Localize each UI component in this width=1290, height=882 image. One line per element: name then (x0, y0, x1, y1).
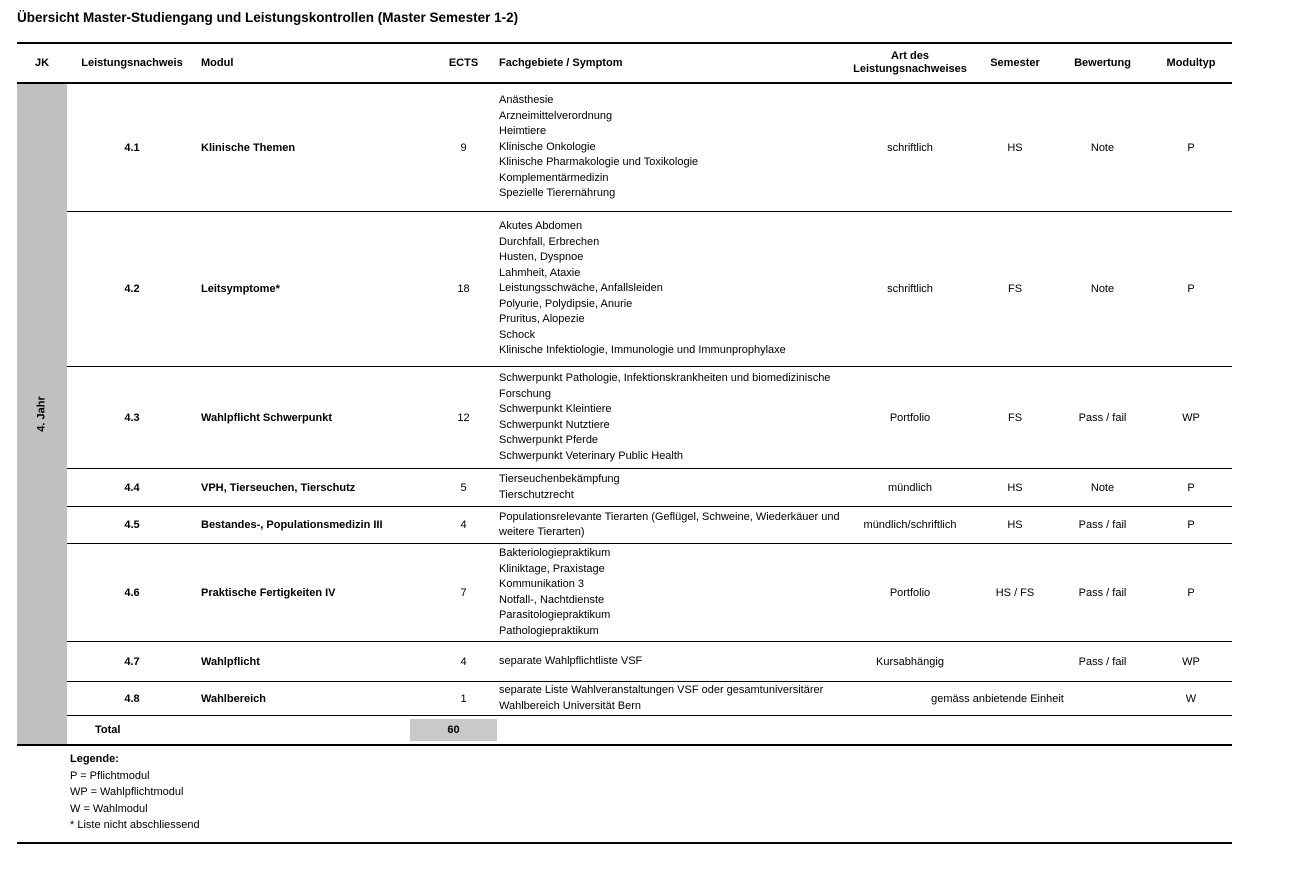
row-number: 4.1 (124, 141, 140, 154)
table-row (67, 681, 1232, 715)
semester-value (975, 642, 1055, 681)
fachgebiet-item: Husten, Dyspnoe (499, 251, 584, 264)
semester-value: HS (1007, 519, 1023, 531)
fachgebiet-item: Schwerpunkt Pathologie, Infektionskrankheiten und biomedizinische Forschung (499, 372, 831, 400)
bewertung-value: Pass / fail (1078, 411, 1127, 424)
fachgebiete-list (497, 544, 845, 641)
table-row (67, 641, 1232, 681)
module-name: VPH, Tierseuchen, Tierschutz (201, 481, 356, 494)
module-name: Leitsymptome* (201, 283, 280, 295)
fachgebiet-item: Pathologiepraktikum (499, 624, 599, 637)
col-header-fachgebiete: Fachgebiete / Symptom (499, 56, 623, 69)
bewertung-value: Pass / fail (1078, 586, 1127, 599)
ects-value: 12 (457, 411, 470, 424)
fachgebiet-item: separate Liste Wahlveranstaltungen VSF oder gesamtuniversitärer Wahlbereich Universität Bern (499, 684, 824, 712)
art-value: gemäss anbietende Einheit (931, 692, 1064, 705)
fachgebiet-item: Polyurie, Polydipsie, Anurie (499, 297, 633, 310)
row-number: 4.2 (124, 283, 140, 295)
row-number: 4.6 (124, 586, 140, 599)
total-row (67, 715, 1232, 744)
ects-value: 4 (460, 655, 467, 668)
bewertung-value: Pass / fail (1078, 655, 1127, 668)
module-name: Wahlbereich (201, 692, 266, 705)
fachgebiet-item: Bakteriologiepraktikum (499, 547, 611, 559)
art-value: mündlich (887, 481, 933, 494)
fachgebiet-item: Heimtiere (499, 125, 547, 138)
module-rows (67, 84, 1232, 715)
row-number: 4.8 (124, 692, 140, 705)
col-header-semester: Semester (990, 56, 1040, 69)
fachgebiet-item: Akutes Abdomen (499, 220, 583, 233)
fachgebiet-item: Klinische Pharmakologie und Toxikologie (499, 156, 699, 169)
fachgebiet-item: Parasitologiepraktikum (499, 609, 611, 621)
fachgebiete-list (497, 84, 845, 211)
col-header-leistungsnachweis: Leistungsnachweis (81, 56, 183, 69)
fachgebiet-item: Kommunikation 3 (499, 578, 584, 590)
art-value: mündlich/schriftlich (863, 519, 957, 531)
table-rows (67, 84, 1232, 744)
fachgebiet-item: Schwerpunkt Nutztiere (499, 418, 610, 431)
table-body (17, 84, 1232, 746)
bewertung-value: Pass / fail (1078, 519, 1127, 531)
year-label: 4. Jahr (36, 396, 48, 432)
table-row (67, 543, 1232, 641)
fachgebiet-item: Schock (499, 328, 536, 341)
module-name: Praktische Fertigkeiten IV (201, 586, 336, 599)
table-row (67, 366, 1232, 468)
semester-value: HS (1007, 141, 1023, 154)
bewertung-value: Note (1090, 141, 1115, 154)
row-number: 4.4 (124, 481, 140, 494)
legend-title: Legende: (70, 753, 119, 765)
fachgebiet-item: Populationsrelevante Tierarten (Geflügel, Schweine, Wiederkäuer und weitere Tierarten) (499, 510, 840, 538)
ects-value: 5 (460, 481, 467, 494)
legend-item: P = Pflichtmodul (70, 769, 150, 782)
fachgebiet-item: Spezielle Tierernährung (499, 187, 616, 200)
col-header-ects: ECTS (448, 56, 479, 69)
col-header-modultyp: Modultyp (1166, 56, 1216, 69)
modultyp-value: P (1187, 519, 1195, 531)
fachgebiete-list (497, 642, 845, 681)
table-row (67, 468, 1232, 506)
legend-item: * Liste nicht abschliessend (70, 819, 200, 831)
fachgebiet-item: separate Wahlpflichtliste VSF (499, 654, 643, 667)
fachgebiet-item: Durchfall, Erbrechen (499, 235, 600, 248)
modultyp-value: P (1187, 481, 1195, 494)
document-page (17, 10, 1232, 844)
art-value: Kursabhängig (876, 655, 944, 668)
ects-value: 7 (460, 586, 467, 599)
fachgebiet-item: Leistungsschwäche, Anfallsleiden (499, 282, 663, 295)
bewertung-value: Note (1090, 481, 1115, 494)
modultyp-value: P (1187, 283, 1195, 295)
fachgebiet-item: Tierschutzrecht (499, 488, 574, 501)
curriculum-table (17, 42, 1232, 746)
art-value: Portfolio (889, 586, 931, 599)
fachgebiet-item: Lahmheit, Ataxie (499, 266, 581, 279)
table-row (67, 211, 1232, 366)
row-number: 4.7 (124, 655, 140, 668)
modultyp-value: P (1187, 586, 1195, 599)
bewertung-value: Note (1090, 283, 1115, 295)
legend-item: W = Wahlmodul (70, 802, 148, 815)
modultyp-value: W (1185, 692, 1197, 705)
jk-year-band (17, 84, 67, 744)
ects-value: 9 (460, 141, 467, 154)
art-value: Portfolio (889, 411, 931, 424)
fachgebiete-list (497, 469, 845, 506)
row-number: 4.3 (124, 411, 140, 424)
fachgebiet-item: Schwerpunkt Pferde (499, 434, 599, 446)
fachgebiet-item: Schwerpunkt Veterinary Public Health (499, 449, 684, 462)
table-row (67, 506, 1232, 543)
fachgebiet-item: Schwerpunkt Kleintiere (499, 403, 612, 415)
total-ects-value: 60 (410, 719, 497, 741)
ects-value: 1 (460, 692, 467, 705)
col-header-modul: Modul (201, 56, 234, 69)
total-label: Total (95, 724, 121, 736)
legend (17, 746, 1232, 844)
fachgebiet-item: Pruritus, Alopezie (499, 313, 585, 326)
fachgebiete-list (497, 507, 845, 543)
legend-items (70, 768, 1232, 834)
col-header-bewertung: Bewertung (1074, 56, 1131, 69)
page-title: Übersicht Master-Studiengang und Leistungskontrollen (Master Semester 1-2) (17, 10, 519, 25)
modultyp-value: P (1187, 141, 1195, 154)
table-header-row (17, 44, 1232, 84)
semester-value: FS (1007, 283, 1023, 295)
fachgebiet-item: Anästhesie (499, 94, 554, 107)
fachgebiet-item: Komplementärmedizin (499, 171, 609, 184)
semester-value: HS (1007, 481, 1023, 494)
row-number: 4.5 (124, 519, 140, 531)
module-name: Wahlpflicht Schwerpunkt (201, 411, 332, 424)
ects-value: 18 (457, 283, 470, 295)
fachgebiet-item: Notfall-, Nachtdienste (499, 593, 605, 606)
semester-value: HS / FS (995, 586, 1035, 599)
fachgebiet-item: Arzneimittelverordnung (499, 109, 613, 122)
art-value: schriftlich (887, 283, 933, 295)
fachgebiete-list (497, 682, 845, 715)
fachgebiete-list (497, 367, 845, 468)
ects-value: 4 (460, 519, 467, 531)
modultyp-value: WP (1182, 655, 1200, 668)
module-name: Wahlpflicht (201, 655, 260, 668)
col-header-art: Art des Leistungsnachweises (853, 50, 967, 75)
art-value: schriftlich (887, 141, 933, 154)
col-header-jk: JK (34, 56, 50, 69)
fachgebiet-item: Kliniktage, Praxistage (499, 562, 605, 575)
module-name: Klinische Themen (201, 141, 296, 154)
fachgebiet-item: Tierseuchenbekämpfung (499, 473, 620, 485)
fachgebiete-list (497, 212, 845, 366)
fachgebiet-item: Klinische Infektiologie, Immunologie und Immunprophylaxe (499, 344, 786, 357)
table-row (67, 84, 1232, 211)
semester-value: FS (1007, 411, 1023, 424)
legend-item: WP = Wahlpflichtmodul (70, 786, 184, 798)
modultyp-value: WP (1182, 411, 1200, 424)
fachgebiet-item: Klinische Onkologie (499, 140, 596, 153)
module-name: Bestandes-, Populationsmedizin III (201, 519, 383, 531)
